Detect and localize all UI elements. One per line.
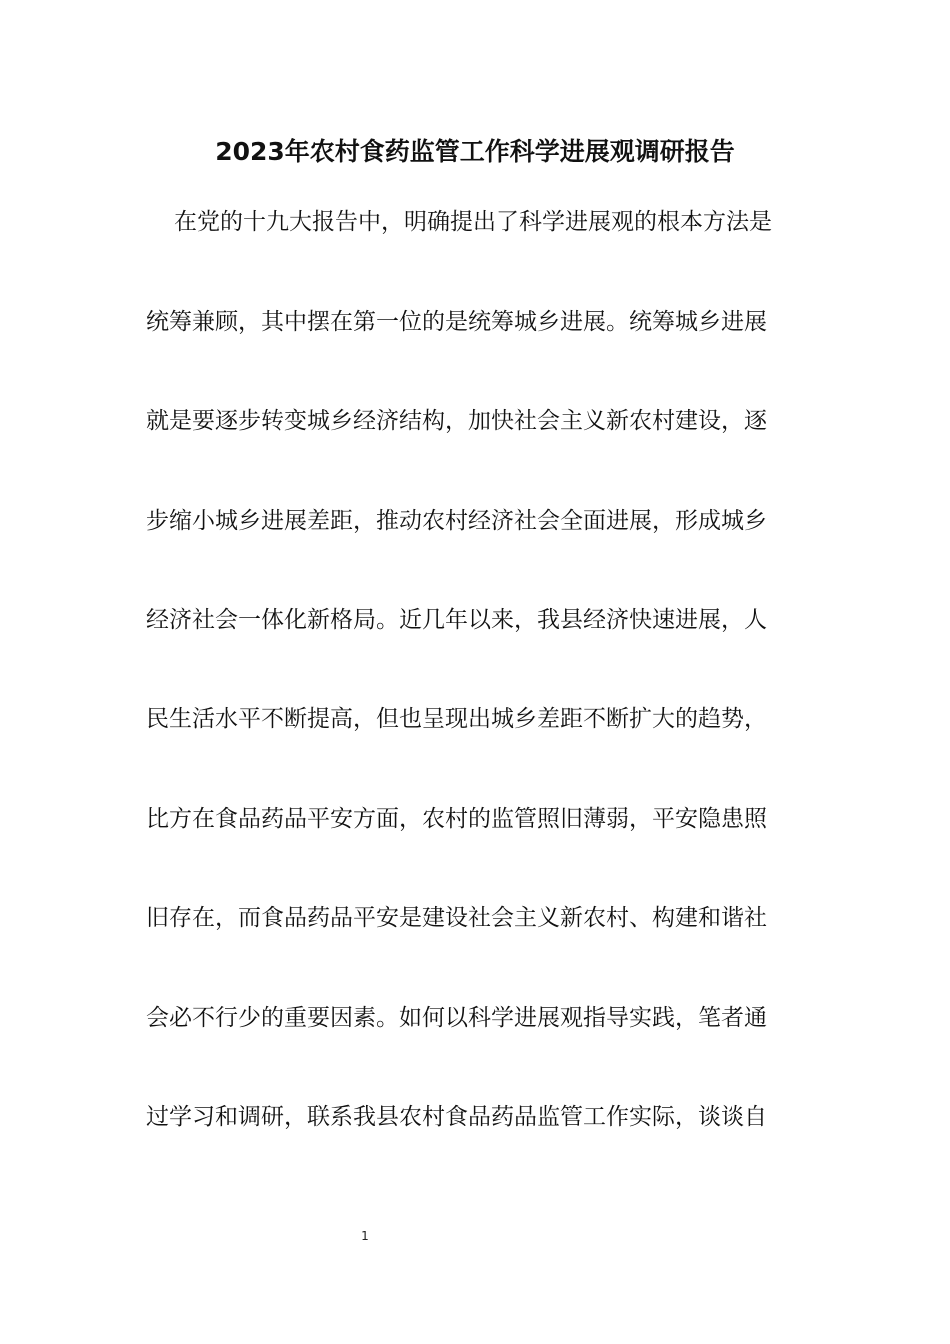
body-line: 就是要逐步转变城乡经济结构，加快社会主义新农村建设，逐 xyxy=(146,408,767,434)
body-line: 比方在食品药品平安方面，农村的监管照旧薄弱，平安隐患照 xyxy=(146,806,767,832)
page-number: 1 xyxy=(361,1229,369,1243)
body-line: 旧存在，而食品药品平安是建设社会主义新农村、构建和谐社 xyxy=(146,905,767,931)
document-title: 2023年农村食药监管工作科学进展观调研报告 xyxy=(215,137,735,166)
body-line: 民生活水平不断提高，但也呈现出城乡差距不断扩大的趋势， xyxy=(146,706,767,732)
body-line: 会必不行少的重要因素。如何以科学进展观指导实践，笔者通 xyxy=(146,1005,767,1031)
body-line: 过学习和调研，联系我县农村食品药品监管工作实际，谈谈自 xyxy=(146,1104,767,1130)
body-line: 统筹兼顾，其中摆在第一位的是统筹城乡进展。统筹城乡进展 xyxy=(146,309,767,335)
body-line: 在党的十九大报告中，明确提出了科学进展观的根本方法是 xyxy=(174,209,772,235)
body-line: 步缩小城乡进展差距，推动农村经济社会全面进展，形成城乡 xyxy=(146,508,767,534)
body-line: 经济社会一体化新格局。近几年以来，我县经济快速进展，人 xyxy=(146,607,767,633)
